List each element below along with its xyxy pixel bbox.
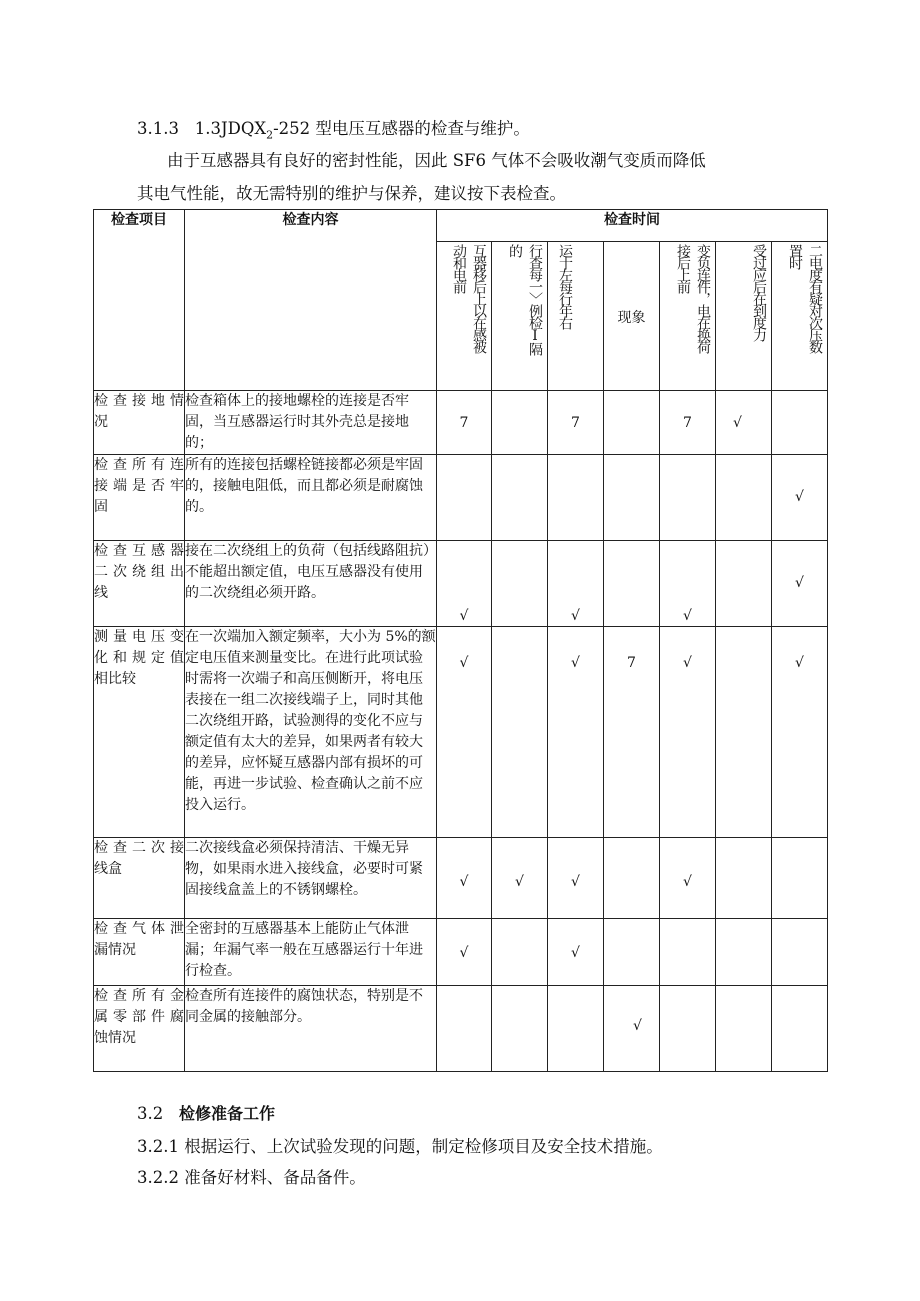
check-mark (772, 627, 828, 838)
header-time: 检查时间 (437, 210, 828, 242)
check-mark (772, 455, 828, 541)
section-title-suffix: -252 型电压互感器的检查与维护。 (273, 119, 530, 138)
row-item-line: 属 零 部 件 腐 (94, 1009, 184, 1025)
check-mark (548, 986, 604, 1072)
check-mark (604, 541, 660, 627)
time-col-7-text-b: 置时 (787, 244, 804, 268)
row-item-line: 测 量 电 压 变 (94, 629, 184, 645)
time-col-5-text-a: 变负连件，电在换荷 (695, 244, 711, 352)
row-item-line: 接 端 是 否 牢 (94, 478, 184, 494)
check-mark (716, 838, 772, 919)
row-item-line: 检 查 气 体 泄 (94, 921, 184, 937)
intro-line-2: 其电气性能，故无需特别的维护与保养，建议按下表检查。 (137, 184, 566, 203)
row-content: 所有的连接包括螺栓链接都必须是牢固的，接触电阻低，而且都必须是耐腐蚀的。 (185, 455, 437, 541)
check-mark (492, 986, 548, 1072)
check-mark (437, 986, 492, 1072)
time-col-1 (437, 242, 492, 391)
section-heading-3-1-3 (137, 115, 530, 141)
time-col-5-text-b: 接后上前 (675, 244, 691, 292)
check-mark-value: √ (633, 1018, 642, 1034)
row-item-line: 固 (94, 499, 108, 515)
row-content: 在一次端加入额定频率，大小为 5%的额定电压值来测量变比。在进行此项试验时需将一次端子和高压侧断开，将电压表接在一组二次接线端子上，同时其他二次绕组开路，试验测得的变化不应与额定值有太大的差异，如果两者有较大的差异，应怀疑互感器内部有损坏的可能，再进一步试验、检查确认之前不应投入运行。 (185, 627, 437, 838)
check-mark-value: 7 (459, 415, 469, 431)
check-mark (548, 838, 604, 919)
check-mark-value: √ (459, 945, 469, 961)
check-mark (492, 838, 548, 919)
check-mark (437, 541, 492, 627)
time-col-2-text-b: 的 (507, 244, 523, 256)
row-item-line: 检 查 所 有 连 (94, 457, 184, 473)
section-item: 3.2.2 准备好材料、备品备件。 (137, 1168, 366, 1187)
row-item-line: 线盒 (94, 861, 122, 877)
check-mark (716, 391, 772, 455)
row-item (94, 986, 185, 1072)
check-mark-value: 7 (683, 415, 692, 431)
check-mark-value: √ (795, 575, 804, 591)
check-mark (492, 541, 548, 627)
row-item-line: 检 查 所 有 金 (94, 988, 184, 1004)
row-item-line: 相比较 (94, 671, 136, 687)
check-mark (492, 391, 548, 455)
table-row (94, 541, 828, 627)
check-mark-value: √ (515, 874, 524, 890)
row-content: 二次接线盒必须保持清洁、干燥无异物，如果雨水进入接线盒，必要时可紧固接线盒盖上的不锈钢螺栓。 (185, 838, 437, 919)
check-mark (604, 919, 660, 986)
check-mark (660, 627, 716, 838)
check-mark (548, 391, 604, 455)
check-mark (604, 627, 660, 838)
check-mark-value: √ (683, 608, 692, 624)
row-item-line: 漏情况 (94, 942, 136, 958)
check-mark-value: √ (459, 608, 469, 624)
check-mark (548, 455, 604, 541)
check-mark (492, 455, 548, 541)
check-mark (716, 919, 772, 986)
row-item-line: 线 (94, 585, 108, 601)
check-mark-value: √ (795, 655, 804, 671)
section-number: 3.1.3 (137, 119, 179, 138)
check-mark-value: √ (795, 489, 804, 505)
check-mark (437, 455, 492, 541)
check-mark (772, 838, 828, 919)
time-col-3-text-a: 运十左每行年右 (557, 244, 573, 328)
check-mark (660, 541, 716, 627)
check-mark-value: √ (571, 874, 580, 890)
check-mark-value: √ (571, 945, 580, 961)
time-col-6 (716, 242, 772, 391)
row-item-line: 蚀情况 (94, 1030, 136, 1046)
check-mark (772, 919, 828, 986)
row-content: 全密封的互感器基本上能防止气体泄漏；年漏气率一般在互感器运行十年进行检查。 (185, 919, 437, 986)
table-row (94, 455, 828, 541)
time-col-4 (604, 242, 660, 391)
section-number: 3.2 (137, 1104, 164, 1123)
section-title-prefix: 1.3JDQX (194, 119, 267, 138)
check-mark (437, 627, 492, 838)
time-col-1-text-b: 动和电前 (451, 244, 467, 292)
table-row (94, 838, 828, 919)
row-item (94, 455, 185, 541)
check-mark (548, 541, 604, 627)
row-item-line: 检 查 互 感 器 (94, 543, 184, 559)
time-col-2-text-a: 行查每一〉例检I隔 (527, 244, 543, 354)
check-mark (548, 627, 604, 838)
table-row (94, 627, 828, 838)
row-item-line: 化 和 规 定 值 (94, 650, 184, 666)
check-mark (604, 986, 660, 1072)
time-col-4-text: 现象 (617, 310, 646, 326)
check-mark (492, 627, 548, 838)
time-col-1-text-a: 互器移后上以在感被 (471, 244, 487, 352)
table-row (94, 391, 828, 455)
inspection-table (93, 209, 828, 1072)
check-mark (660, 919, 716, 986)
check-mark-value: 7 (627, 655, 636, 671)
check-mark (437, 838, 492, 919)
section-title: 检修准备工作 (179, 1104, 276, 1123)
check-mark (772, 986, 828, 1072)
check-mark (548, 919, 604, 986)
check-mark (437, 919, 492, 986)
check-mark (716, 627, 772, 838)
section-title-subscript: 2 (266, 128, 274, 142)
row-item (94, 541, 185, 627)
row-item (94, 391, 185, 455)
check-mark-value: √ (733, 415, 742, 431)
check-mark-value: √ (571, 655, 580, 671)
time-col-3 (548, 242, 604, 391)
check-mark (716, 541, 772, 627)
section-item: 3.2.1 根据运行、上次试验发现的问题，制定检修项目及安全技术措施。 (137, 1137, 663, 1156)
check-mark (604, 838, 660, 919)
check-mark (660, 838, 716, 919)
check-mark (492, 919, 548, 986)
row-item (94, 838, 185, 919)
row-item-line: 检 查 二 次 接 (94, 840, 184, 856)
section-heading-3-2 (137, 1101, 275, 1124)
table-row (94, 986, 828, 1072)
check-mark-value: 7 (571, 415, 580, 431)
time-col-6-text-a: 受过应后在到度力 (751, 244, 767, 340)
row-item (94, 919, 185, 986)
check-mark-value: √ (683, 655, 692, 671)
check-mark (772, 391, 828, 455)
header-content: 检查内容 (185, 210, 437, 391)
check-mark (716, 455, 772, 541)
row-item-line: 二 次 绕 组 出 (94, 564, 184, 580)
check-mark-value: √ (683, 874, 692, 890)
row-content: 接在二次绕组上的负荷（包括线路阻抗）不能超出额定值，电压互感器没有使用的二次绕组必须开路。 (185, 541, 437, 627)
check-mark (660, 455, 716, 541)
intro-line-1: 由于互感器具有良好的密封性能，因此 SF6 气体不会吸收潮气变质而降低 (167, 151, 706, 170)
time-col-7-text-a: 二电度有疑对次压数 (807, 244, 824, 352)
check-mark (437, 391, 492, 455)
check-mark (604, 455, 660, 541)
header-item: 检查项目 (94, 210, 185, 391)
row-item (94, 627, 185, 838)
check-mark (772, 541, 828, 627)
check-mark (716, 986, 772, 1072)
time-col-7 (772, 242, 828, 391)
time-col-5 (660, 242, 716, 391)
check-mark-value: √ (459, 655, 469, 671)
table-row (94, 919, 828, 986)
check-mark (604, 391, 660, 455)
check-mark (660, 986, 716, 1072)
row-item-line: 检 查 接 地 情 (94, 393, 184, 409)
row-item-line: 况 (94, 414, 108, 430)
row-content: 检查箱体上的接地螺栓的连接是否牢固，当互感器运行时其外壳总是接地的； (185, 391, 437, 455)
check-mark-value: √ (571, 608, 580, 624)
time-col-2 (492, 242, 548, 391)
check-mark-value: √ (459, 874, 469, 890)
row-content: 检查所有连接件的腐蚀状态，特别是不同金属的接触部分。 (185, 986, 437, 1072)
